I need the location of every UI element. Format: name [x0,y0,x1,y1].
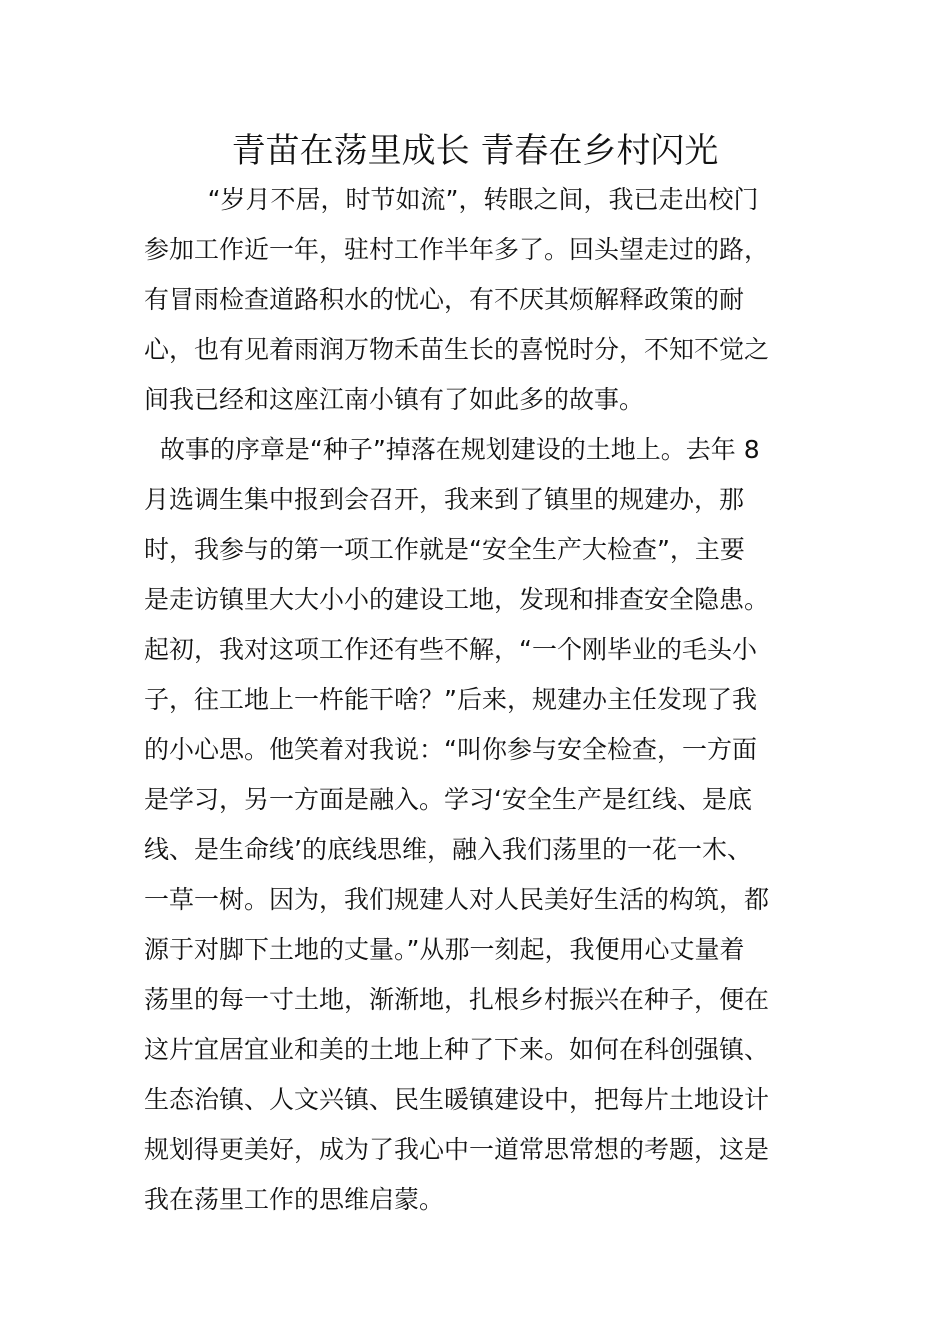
text-line: 时，我参与的第一项工作就是“安全生产大检查”，主要 [144,535,745,564]
text-line: 故事的序章是“种子”掉落在规划建设的土地上。去年 8 [144,435,760,464]
text-line: 荡里的每一寸土地，渐渐地，扎根乡村振兴在种子，便在 [144,985,770,1014]
text-line: 线、是生命线’的底线思维，融入我们荡里的一花一木、 [144,835,752,864]
paragraph-2 [144,425,808,1225]
text-line: 有冒雨检查道路积水的忧心，有不厌其烦解释政策的耐 [144,285,745,314]
text-line: 子，往工地上一杵能干啥？”后来，规建办主任发现了我 [144,685,757,714]
text-line: 源于对脚下土地的丈量。”从那一刻起，我便用心丈量着 [144,935,745,964]
text-line: 规划得更美好，成为了我心中一道常思常想的考题，这是 [144,1135,770,1164]
text-line: 起初，我对这项工作还有些不解，“一个刚毕业的毛头小 [144,635,757,664]
text-line: 的小心思。他笑着对我说：“叫你参与安全检查，一方面 [144,735,757,764]
text-line: 这片宜居宜业和美的土地上种了下来。如何在科创强镇、 [144,1035,770,1064]
text-line: 月选调生集中报到会召开，我来到了镇里的规建办，那 [144,485,745,514]
text-line: 参加工作近一年，驻村工作半年多了。回头望走过的路， [144,235,770,264]
text-line: 间我已经和这座江南小镇有了如此多的故事。 [144,385,645,414]
text-line: 生态治镇、人文兴镇、民生暖镇建设中，把每片土地设计 [144,1085,770,1114]
text-line: 一草一树。因为，我们规建人对人民美好生活的构筑，都 [144,885,770,914]
document-title: 青苗在荡里成长 青春在乡村闪光 [231,131,719,171]
text-line: 是学习，另一方面是融入。学习‘安全生产是红线、是底 [144,785,752,814]
paragraph-1 [144,175,808,425]
text-line: 我在荡里工作的思维启蒙。 [144,1185,445,1214]
text-line: 心，也有见着雨润万物禾苗生长的喜悦时分，不知不觉之 [144,335,770,364]
text-line: 是走访镇里大大小小的建设工地，发现和排查安全隐患。 [144,585,770,614]
text-line: “岁月不居，时节如流”，转眼之间，我已走出校门 [144,185,759,214]
